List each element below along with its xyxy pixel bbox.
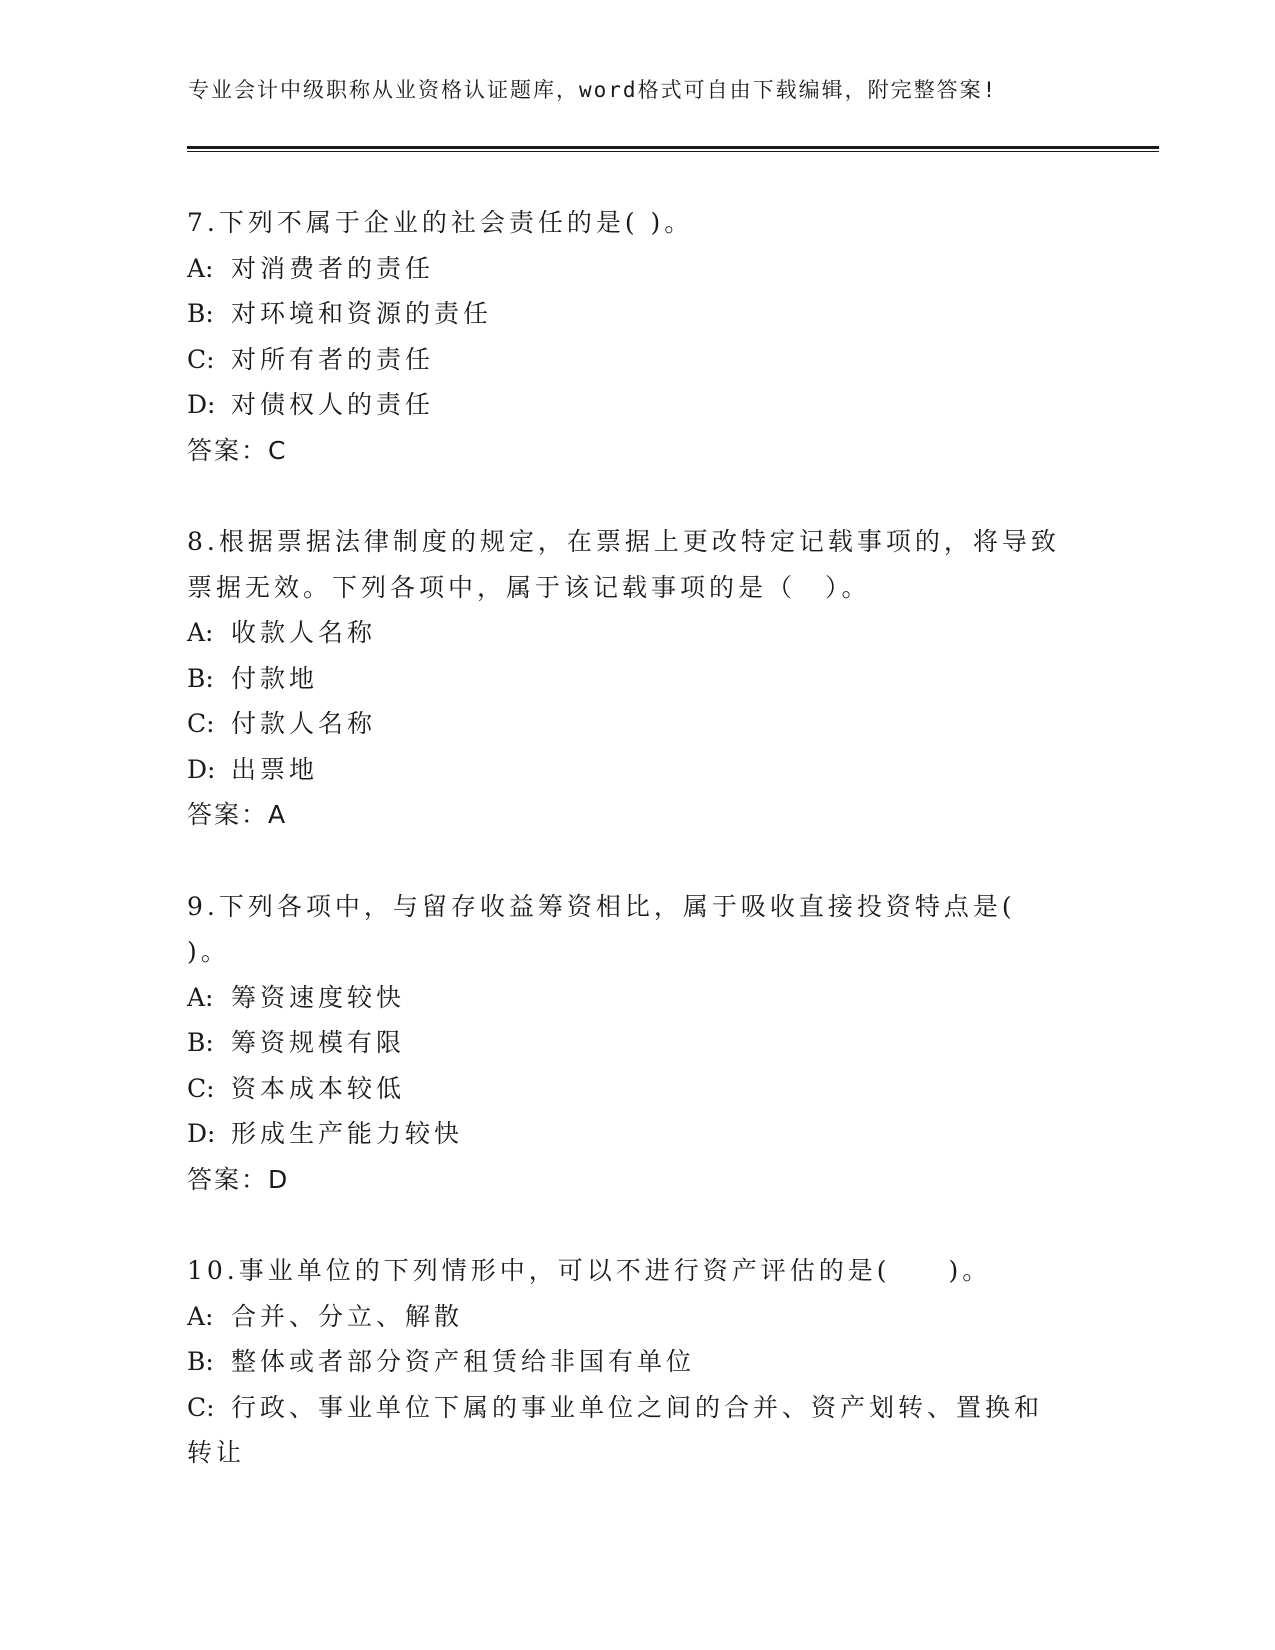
option-label: A: (187, 1301, 214, 1331)
option-label: C: (187, 344, 215, 374)
question-stem: 9.下列各项中，与留存收益筹资相比，属于吸收直接投资特点是( )。 (187, 891, 1016, 966)
question-8 (187, 519, 1087, 838)
header-divider-thin (187, 151, 1159, 152)
option-a (187, 246, 1087, 292)
option-label: C: (187, 1392, 215, 1422)
option-text: 付款地 (231, 663, 319, 693)
option-text: 筹资规模有限 (231, 1028, 406, 1057)
option-c (187, 1385, 1067, 1476)
option-a (187, 610, 1087, 656)
option-label: C: (187, 709, 215, 738)
option-b (187, 1339, 1087, 1385)
option-label: B: (187, 299, 214, 328)
option-text: 对所有者的责任 (231, 344, 435, 374)
question-stem: 7.下列不属于企业的社会责任的是( )。 (187, 208, 694, 237)
page-header: 专业会计中级职称从业资格认证题库，word格式可自由下载编辑，附完整答案! (188, 78, 998, 102)
option-text: 形成生产能力较快 (231, 1119, 464, 1148)
option-c (187, 1066, 1087, 1112)
option-d (187, 747, 1087, 793)
option-text: 出票地 (231, 754, 319, 784)
option-label: B: (187, 1347, 214, 1376)
question-10 (187, 1248, 1087, 1476)
option-b (187, 1020, 1087, 1066)
header-divider (187, 146, 1159, 149)
option-label: B: (187, 1028, 214, 1057)
option-label: A: (187, 618, 214, 647)
question-list (187, 200, 1087, 1522)
option-c (187, 337, 1087, 383)
option-text: 行政、事业单位下属的事业单位之间的合并、资产划转、置换和转让 (187, 1392, 1044, 1467)
option-text: 整体或者部分资产租赁给非国有单位 (231, 1347, 696, 1376)
option-label: A: (187, 982, 214, 1012)
option-c (187, 701, 1087, 747)
option-b (187, 656, 1087, 702)
option-d (187, 1111, 1087, 1157)
option-a (187, 1294, 1087, 1340)
option-b (187, 291, 1087, 337)
option-text: 资本成本较低 (231, 1073, 406, 1103)
answer-text: 答案：D (187, 1164, 290, 1194)
option-label: C: (187, 1073, 215, 1103)
option-text: 对债权人的责任 (231, 390, 435, 419)
option-label: B: (187, 663, 214, 693)
option-text: 付款人名称 (231, 709, 377, 738)
question-stem: 8.根据票据法律制度的规定，在票据上更改特定记载事项的，将导致票据无效。下列各项中，属于该记载事项的是（ ）。 (187, 527, 1060, 602)
option-label: D: (187, 1119, 216, 1148)
option-label: D: (187, 754, 216, 784)
option-text: 对环境和资源的责任 (231, 299, 493, 328)
question-stem: 10.事业单位的下列情形中，可以不进行资产评估的是( )。 (187, 1256, 992, 1285)
option-text: 收款人名称 (231, 618, 377, 647)
option-label: D: (187, 390, 216, 419)
question-9 (187, 884, 1087, 1203)
option-a (187, 975, 1087, 1021)
answer-text: 答案：C (187, 435, 288, 465)
option-text: 合并、分立、解散 (231, 1301, 464, 1331)
question-7 (187, 200, 1087, 473)
option-d (187, 382, 1087, 428)
answer-text: 答案：A (187, 800, 288, 829)
option-text: 筹资速度较快 (231, 982, 406, 1012)
option-text: 对消费者的责任 (231, 253, 435, 283)
option-label: A: (187, 253, 214, 283)
